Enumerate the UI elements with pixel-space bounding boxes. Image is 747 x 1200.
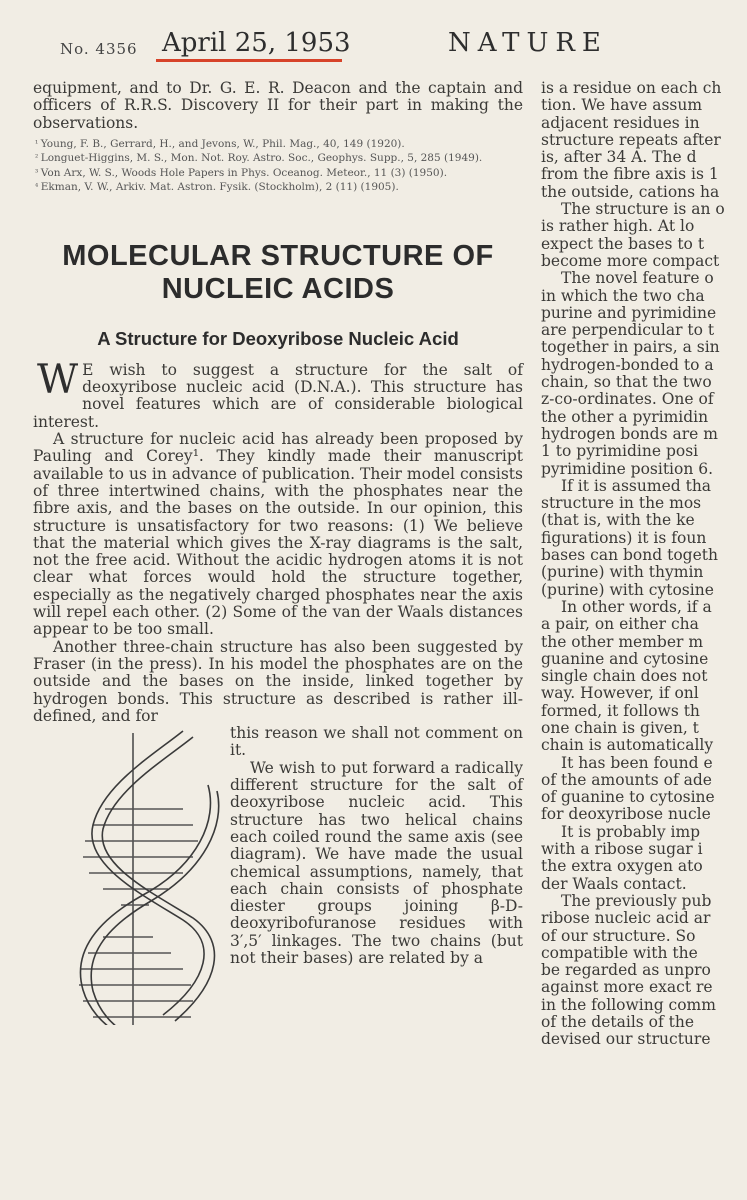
right-column-line: together in pairs, a sin (541, 338, 720, 357)
right-column-line: (purine) with cytosine (541, 580, 714, 599)
title-line-1: MOLECULAR STRUCTURE OF (62, 239, 494, 272)
right-column-line: bases can bond togeth (541, 546, 718, 565)
right-column-line: be regarded as unpro (541, 961, 711, 980)
opening-paragraph (33, 356, 523, 431)
reference-item: $^{^3}$ Von Arx, W. S., Woods Hole Papers in Phys. Oceanog. Meteor., 11 (3) (1950). (35, 166, 448, 179)
right-column-line: the outside, cations ha (541, 182, 720, 201)
right-column-line: of the amounts of ade (541, 770, 712, 789)
right-column-line: hydrogen bonds are m (541, 424, 718, 443)
right-column-line: with a ribose sugar i (541, 840, 703, 859)
reference-item: $^{^2}$ Longuet-Higgins, M. S., Mon. Not. Roy. Astro. Soc., Geophys. Supp., 5, 285 (1949). (35, 152, 483, 165)
right-column-line: pyrimidine position 6. (541, 459, 714, 478)
right-column-line: is, after 34 A. The d (541, 148, 697, 167)
right-column-line: If it is assumed tha (561, 476, 712, 495)
right-column-line: purine and pyrimidine (541, 303, 717, 322)
right-column-line: compatible with the (541, 943, 698, 962)
right-column-line: way. However, if onl (541, 684, 699, 703)
right-column-line: It has been found e (561, 753, 713, 772)
sugar-phosphate-strands (81, 731, 219, 1025)
right-column-line: figurations) it is foun (541, 528, 707, 547)
right-column-line: of the details of the (541, 1013, 695, 1032)
right-column-line: The structure is an o (561, 200, 725, 219)
right-column-line: In other words, if a (561, 597, 712, 616)
title-line-2: NUCLEIC ACIDS (161, 272, 395, 305)
right-column-line: the other a pyrimidin (541, 407, 709, 426)
date-underline (156, 59, 342, 62)
article-title (33, 240, 523, 306)
right-column-line: hydrogen-bonded to a (541, 355, 714, 374)
base-pair-rungs (79, 809, 198, 1017)
fraser-paragraph: Another three-chain structure has also been suggested by Fraser (in the press). In his model the phosphates are on the outside and the bases on the inside, linked together by hydrogen bonds. This structure as described is rather ill-defined, and for (33, 637, 523, 725)
right-column-line: (that is, with the ke (541, 511, 695, 530)
right-column-line: for deoxyribose nucle (541, 805, 711, 824)
right-column-line: a pair, on either cha (541, 615, 699, 634)
right-column-line: chain, so that the two (541, 373, 712, 392)
right-column-line: of guanine to cytosine (541, 788, 715, 807)
reference-item: $^{^1}$ Young, F. B., Gerrard, H., and Jevons, W., Phil. Mag., 40, 149 (1920). (35, 137, 405, 150)
right-column-line: chain is automatically (541, 736, 714, 755)
drop-cap: W (37, 356, 79, 403)
right-column-line: ribose nucleic acid ar (541, 909, 711, 928)
pauling-corey-paragraph: A structure for nucleic acid has already been proposed by Pauling and Corey¹. They kindly made their manuscript available to us in advance of publication. Their model consists of three intertwined chains, with the phosphates near the fibre axis, and the bases on the outside. In our opinion, this structure is unsatisfactory for two reasons: (1) We believe that the material which gives the X-ray diagrams is the salt, not the free acid. Without the acidic hydrogen atoms it is not clear what forces would hold the structure together, especially as the negatively charged phosphates near the axis will repel each other. (2) Some of the van der Waals distances appear to be too small. (33, 430, 523, 639)
right-column-line: It is probably imp (561, 822, 701, 841)
fraser-paragraph-continued: this reason we shall not comment on it. (230, 724, 523, 760)
right-column-line: become more compact (541, 251, 720, 270)
preceding-paragraph: equipment, and to Dr. G. E. R. Deacon and the captain and officers of R.R.S. Discovery II for their part in making the observations. (33, 79, 523, 132)
right-column-line: 1 to pyrimidine posi (541, 442, 699, 461)
journal-name: NATURE (448, 28, 608, 58)
right-column-line: tion. We have assum (541, 96, 703, 115)
issue-number: No. 4356 (60, 40, 138, 58)
diagram-block (33, 725, 523, 967)
proposal-paragraph: We wish to put forward a radically different structure for the salt of deoxyribose nucleic acid. This structure has two helical chains each coiled round the same axis (see diagram). We have made the usual chemical assumptions, namely, that each chain consists of phosphate diester groups joining β-D-deoxyribofuranose residues with 3′,5′ linkages. The two chains (but not their bases) are related by a (230, 758, 523, 967)
right-column-line: in the following comm (541, 995, 716, 1014)
right-column-line: adjacent residues in (541, 113, 700, 132)
right-column-line: are perpendicular to t (541, 321, 715, 340)
right-column-line: the other member m (541, 632, 704, 651)
right-column-line: structure repeats after (541, 130, 721, 149)
right-column-line: devised our structure (541, 1030, 711, 1049)
right-column (541, 80, 747, 1200)
right-column-line: is a residue on each ch (541, 80, 722, 97)
right-column-line: The previously pub (561, 891, 712, 910)
double-helix-diagram (33, 725, 233, 1025)
right-column-line: The novel feature o (561, 269, 714, 288)
right-column-line: structure in the mos (541, 494, 702, 513)
right-column-line: (purine) with thymin (541, 563, 704, 582)
right-column-line: the extra oxygen ato (541, 857, 703, 876)
issue-date: April 25, 1953 (162, 28, 351, 58)
right-column-line: is rather high. At lo (541, 217, 695, 236)
right-column-line: formed, it follows th (541, 701, 700, 720)
article-subtitle: A Structure for Deoxyribose Nucleic Acid (97, 327, 459, 349)
right-column-line: from the fibre axis is 1 (541, 165, 719, 184)
opening-paragraph-text: E wish to suggest a structure for the salt of deoxyribose nucleic acid (D.N.A.). This structure has novel features which are of considerable biological interest. (33, 360, 523, 431)
reference-item: $^{^4}$ Ekman, V. W., Arkiv. Mat. Astron. Fysik. (Stockholm), 2 (11) (1905). (35, 181, 399, 194)
right-column-line: against more exact re (541, 978, 713, 997)
right-column-line: single chain does not (541, 667, 708, 686)
right-column-line: guanine and cytosine (541, 649, 709, 668)
wrapped-text (230, 725, 523, 967)
right-column-line: of our structure. So (541, 926, 696, 945)
reference-list (33, 138, 523, 194)
left-column (33, 80, 523, 967)
right-column-line: in which the two cha (541, 286, 705, 305)
right-column-line: expect the bases to t (541, 234, 705, 253)
right-column-line: der Waals contact. (541, 874, 687, 893)
right-column-line: one chain is given, t (541, 718, 699, 737)
right-column-line: z-co-ordinates. One of (541, 390, 714, 409)
